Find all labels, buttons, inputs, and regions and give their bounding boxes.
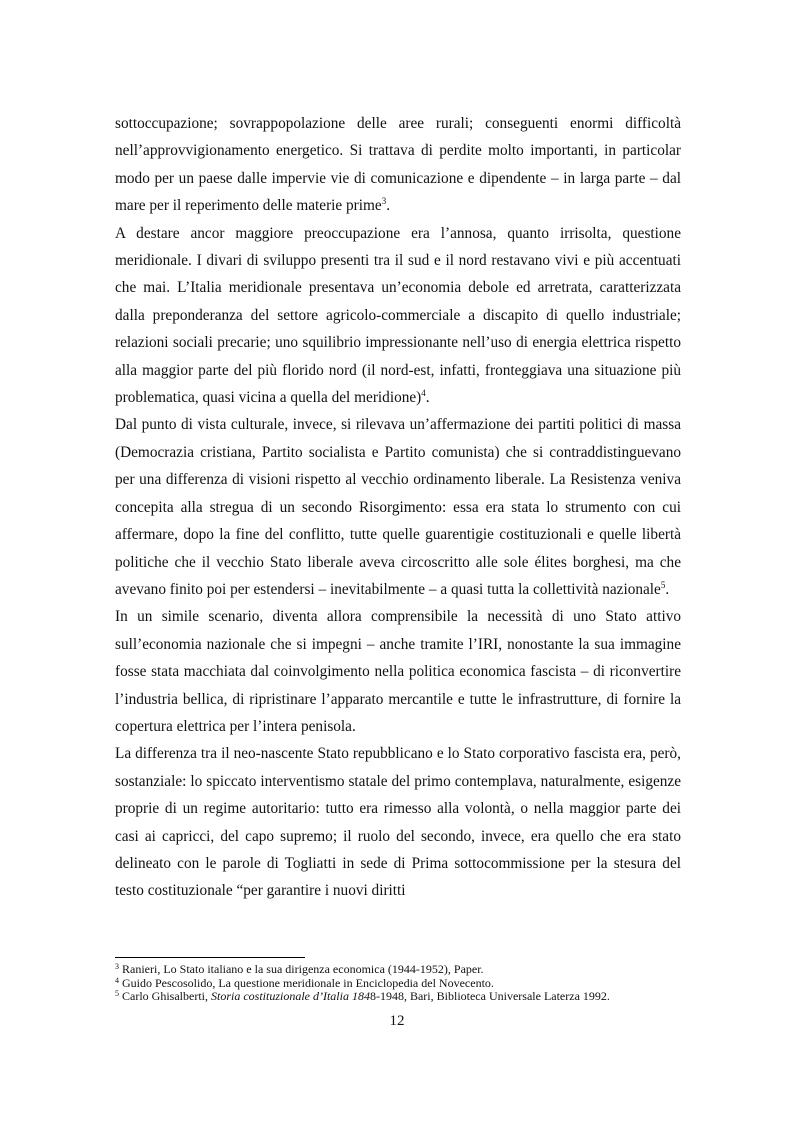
footnote-5 [115, 990, 681, 1004]
footnotes [115, 963, 681, 1004]
paragraph-end: . [425, 389, 430, 407]
paragraph-2 [115, 220, 681, 412]
footnote-text: Ranieri, Lo Stato italiano e la sua dirigenza economica (1944-1952), Paper. [122, 962, 484, 976]
paragraph-text: A destare ancor maggiore preoccupazione era l’annosa, quanto irrisolta, questione meridionale. I divari di sviluppo presenti tra il sud e il nord restavano vivi e più accentuati che mai. L’Italia meridionale presentava un’economia debole ed arretrata, caratterizzata dalla preponderanza del settore agricolo-commerciale a discapito di quello industriale; relazioni sociali precarie; uno squilibrio impressionante nell’uso di energia elettrica rispetto alla maggior parte del più florido nord (il nord-est, infatti, fronteggiava una situazione più problematica, quasi vicina a quella del meridione) [115, 224, 681, 407]
footnote-text: Carlo Ghisalberti, [122, 989, 211, 1004]
footnote-title-italic: Storia costituzionale d’Italia 184 [210, 989, 370, 1004]
footnote-3 [115, 963, 681, 977]
footnote-number: 3 [115, 962, 119, 971]
paragraph-5 [115, 740, 681, 904]
footnote-reference[interactable]: 5 [660, 579, 666, 590]
footnote-number: 4 [115, 975, 119, 985]
paragraph-end: . [665, 580, 670, 598]
paragraph-text: sottoccupazione; sovrappopolazione delle aree rurali; conseguenti enormi difficoltà nell’approvvigionamento energetico. Si trattava di perdite molto importanti, in particolar modo per un paese dalle impervie vie di comunicazione e dipendente – in larga parte – dal mare per il reperimento delle materie prime [115, 115, 681, 215]
paragraph-text: La differenza tra il neo-nascente Stato repubblicano e lo Stato corporativo fascista era, però, sostanziale: lo spiccato interventismo statale del primo contemplava, naturalmente, esigenze proprie di un regime autoritario: tutto era rimesso alla volontà, o nella maggior parte dei casi ai capricci, del capo supremo; il ruolo del secondo, invece, era quello che era stato delineato con le parole di Togliatti in sede di Prima sottocommissione per la stesura del testo costituzionale “per garantire i nuovi diritti [115, 745, 681, 900]
footnote-reference[interactable]: 4 [421, 388, 426, 399]
footnote-reference[interactable]: 3 [381, 196, 387, 207]
footnote-text: Guido Pescosolido, La questione meridionale in Enciclopedia del Novecento. [122, 975, 494, 990]
paragraph-3 [115, 411, 681, 603]
body-text [115, 110, 681, 905]
footnote-separator [115, 957, 305, 958]
footnote-4 [115, 977, 681, 991]
paragraph-text: In un simile scenario, diventa allora comprensibile la necessità di uno Stato attivo sull’economia nazionale che si impegni – anche tramite l’IRI, nonostante la sua immagine fosse stata macchiata dal coinvolgimento nella politica economica fascista – di riconvertire l’industria bellica, di ripristinare l’apparato mercantile e tutte le infrastrutture, di fornire la copertura elettrica per l’intera penisola. [115, 608, 681, 735]
paragraph-text: Dal punto di vista culturale, invece, si rilevava un’affermazione dei partiti politici di massa (Democrazia cristiana, Partito socialista e Partito comunista) che si contraddistinguevano per una differenza di visioni rispetto al vecchio ordinamento liberale. La Resistenza veniva concepita alla stregua di un secondo Risorgimento: essa era stata lo strumento con cui affermare, dopo la fine del conflitto, tutte quelle guarentigie costituzionali e quelle libertà politiche che il vecchio Stato liberale aveva circoscritto alle sole élites borghesi, ma che avevano finito poi per estendersi – inevitabilmente – a quasi tutta la collettività nazionale [115, 416, 681, 598]
paragraph-1 [115, 110, 681, 220]
footnote-number: 5 [115, 989, 119, 999]
paragraph-4 [115, 603, 681, 740]
page-number: 12 [389, 1013, 405, 1029]
footnote-text-end: 8-1948, Bari, Biblioteca Universale Laterza 1992. [369, 989, 610, 1004]
paragraph-end: . [386, 197, 391, 215]
